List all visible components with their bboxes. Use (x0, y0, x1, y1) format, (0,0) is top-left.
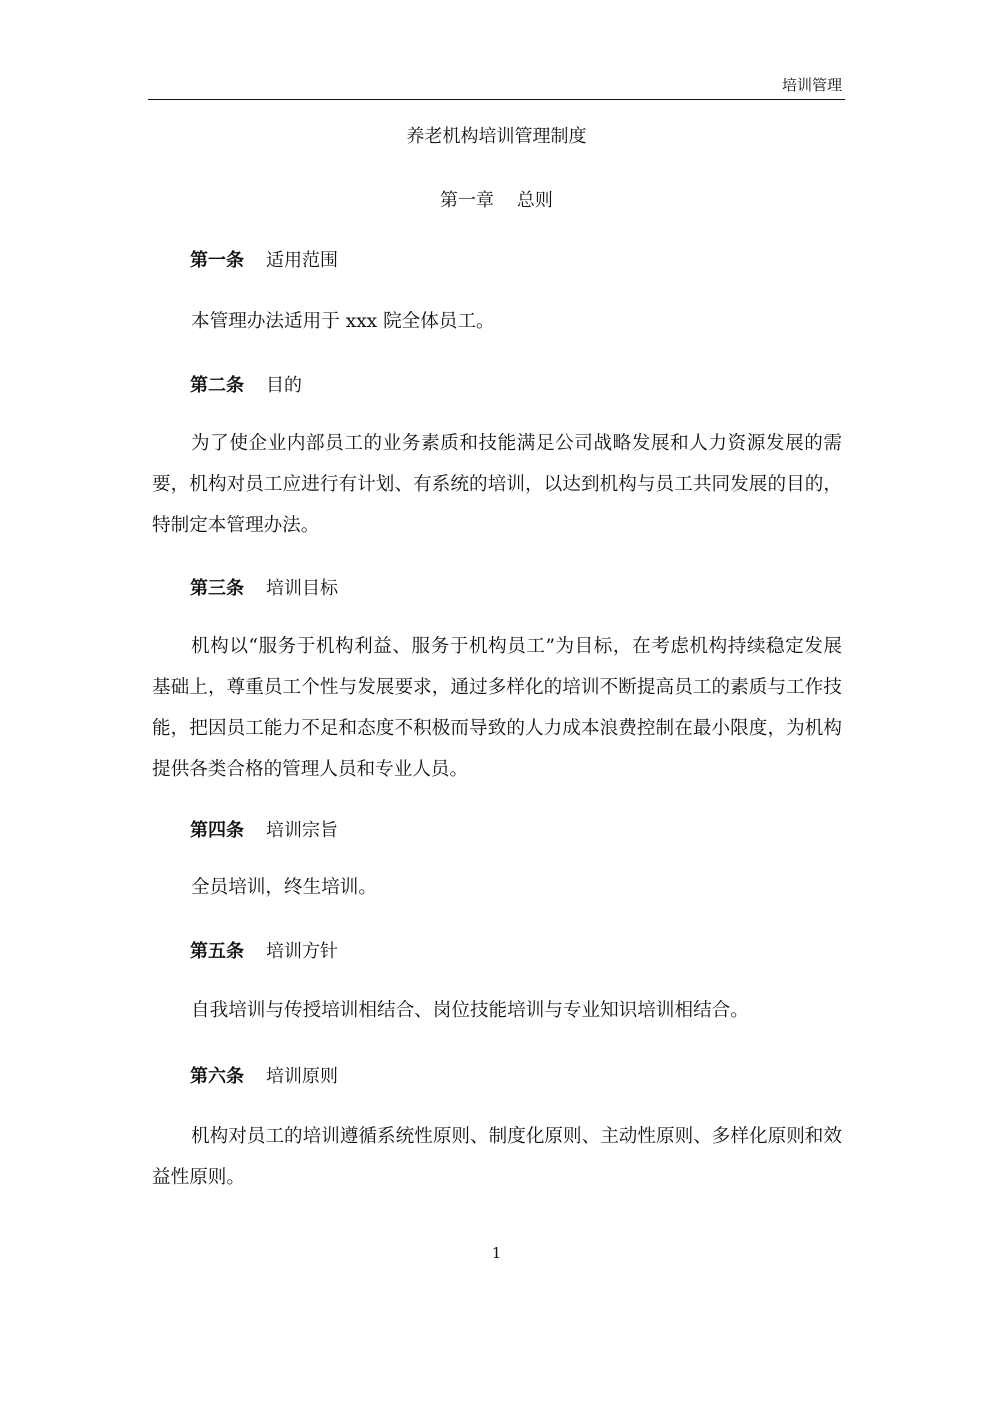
article-number: 第四条 (190, 820, 244, 841)
article-number: 第三条 (190, 578, 244, 599)
article-body-5: 自我培训与传授培训相结合、岗位技能培训与专业知识培训相结合。 (191, 1000, 749, 1021)
article-body-4: 全员培训，终生培训。 (191, 877, 377, 898)
article-number: 第六条 (190, 1066, 244, 1087)
header-divider (148, 99, 845, 100)
article-title: 培训原则 (266, 1066, 338, 1087)
article-title: 培训方针 (266, 941, 338, 962)
article-heading-1 (190, 246, 338, 272)
article-heading-6 (190, 1062, 338, 1088)
article-number: 第一条 (190, 250, 244, 271)
article-body-6: 机构对员工的培训遵循系统性原则、制度化原则、主动性原则、多样化原则和效益性原则。 (152, 1126, 842, 1188)
article-number: 第二条 (190, 375, 244, 396)
article-heading-3 (190, 574, 338, 600)
article-heading-2 (190, 371, 302, 397)
article-title: 适用范围 (266, 250, 338, 271)
article-heading-5 (190, 937, 338, 963)
document-title: 养老机构培训管理制度 (406, 126, 587, 147)
chapter-heading: 第一章 总则 (440, 190, 553, 211)
page-number: 1 (491, 1244, 502, 1262)
article-heading-4 (190, 816, 338, 842)
article-title: 培训目标 (266, 578, 338, 599)
running-header: 培训管理 (781, 76, 842, 94)
article-body-3: 机构以“服务于机构利益、服务于机构员工”为目标，在考虑机构持续稳定发展基础上，尊重员工个性与发展要求，通过多样化的培训不断提高员工的素质与工作技能，把因员工能力不足和态度不积极而导致的人力成本浪费控制在最小限度，为机构提供各类合格的管理人员和专业人员。 (152, 636, 842, 780)
article-body-2: 为了使企业内部员工的业务素质和技能满足公司战略发展和人力资源发展的需要，机构对员工应进行有计划、有系统的培训，以达到机构与员工共同发展的目的，特制定本管理办法。 (152, 433, 842, 536)
article-title: 目的 (266, 375, 302, 396)
article-body-1: 本管理办法适用于 xxx 院全体员工。 (191, 311, 495, 332)
article-number: 第五条 (190, 941, 244, 962)
article-title: 培训宗旨 (266, 820, 338, 841)
